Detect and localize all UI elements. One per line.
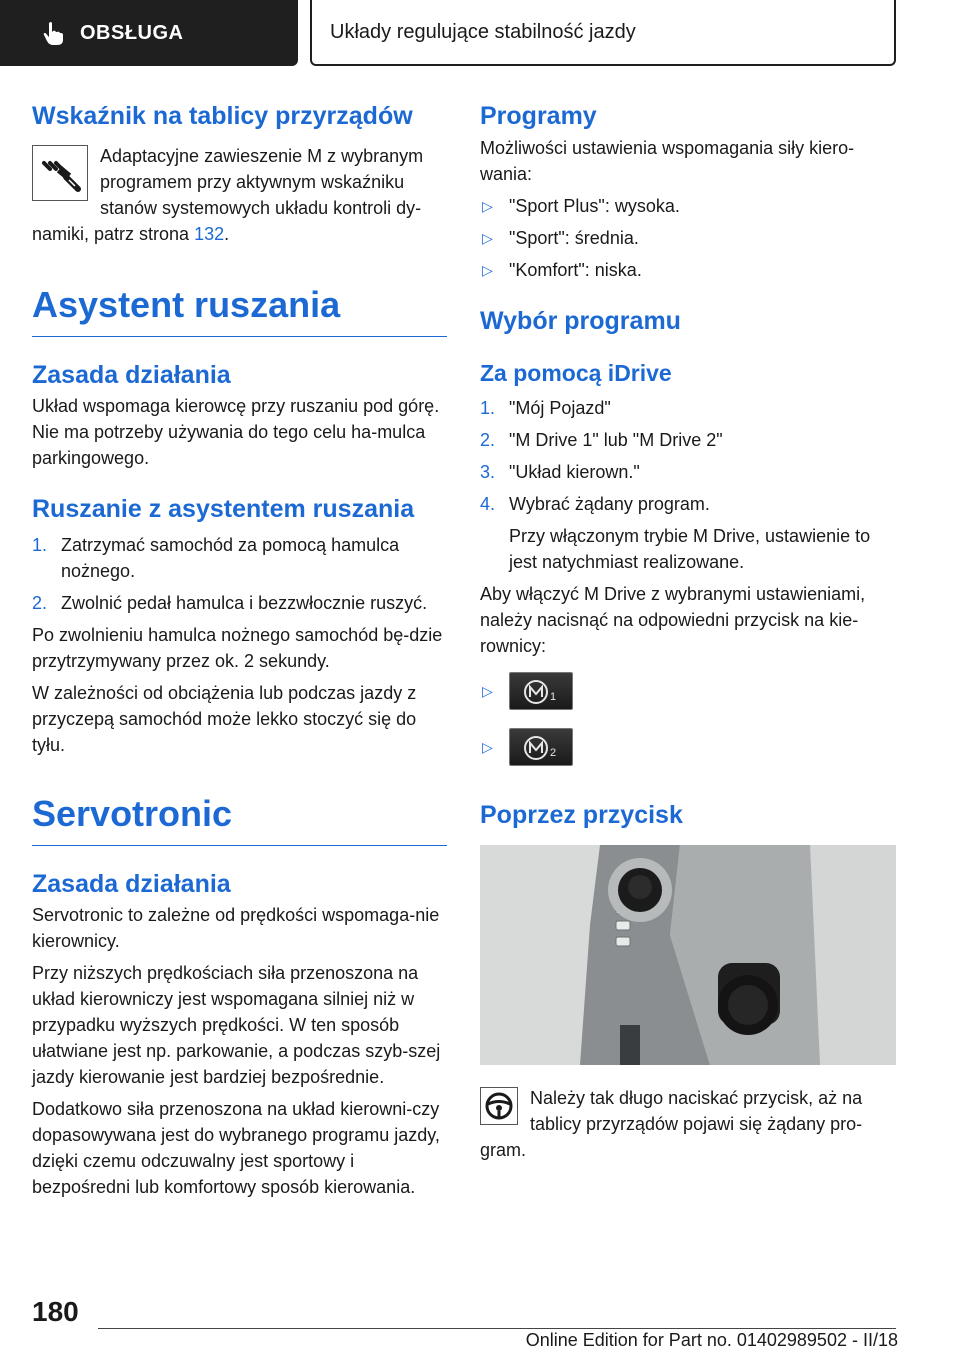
list-item: ▷ "Sport Plus": wysoka. [480, 193, 896, 219]
page-number: 180 [32, 1296, 79, 1327]
triangle-bullet-icon: ▷ [482, 682, 493, 699]
idrive-heading: Za pomocą iDrive [480, 360, 672, 386]
list-item: 4. Wybrać żądany program. Przy włączonym trybie M Drive, ustawienie to jest natychmiast realizowane. [480, 493, 871, 572]
center-console-photo [480, 845, 896, 1065]
list-item: 2. "M Drive 1" lub "M Drive 2" [480, 429, 723, 450]
indicator-heading: Wskaźnik na tablicy przyrządów [32, 102, 413, 130]
triangle-bullet-icon: ▷ [482, 738, 493, 755]
right-column [480, 100, 896, 1163]
zasada1-heading: Zasada działania [32, 360, 231, 389]
servo-p2: Przy niższych prędkościach siła przenoszona na układ kierowniczy jest wspomagana silniej niż w przypadku wyższych prędkości. W ten sposób ułatwiane jest np. parkowanie, a podczas szyb-szej jazdy kierowanie jest bardziej bezpośrednie. [32, 963, 441, 1088]
ruszanie-heading: Ruszanie z asystentem ruszania [32, 495, 415, 524]
m-buttons-list [480, 667, 896, 771]
servo-p3: Dodatkowo siła przenoszona na układ kierowni-czy dopasowywana jest do wybranego programu jazdy, dzięki czemu odczuwalny jest sportowy i bezpośredni lub komfortowy sposób kierowania. [32, 1099, 440, 1198]
servo-p1: Servotronic to zależne od prędkości wspomaga-nie kierownicy. [32, 905, 440, 952]
zasada2-heading: Zasada działania [32, 869, 231, 898]
programy-heading: Programy [480, 102, 597, 130]
steering-wheel-icon [480, 1087, 518, 1125]
section-tab [0, 0, 298, 66]
chapter-tab [310, 0, 896, 66]
list-item: 1. "Mój Pojazd" [480, 397, 611, 418]
left-column [32, 100, 447, 1200]
przycisk-text: Należy tak długo naciskać przycisk, aż na tablicy przyrządów pojawi się żądany pro-gram. [480, 1088, 863, 1161]
programy-list [480, 193, 896, 283]
svg-text:1: 1 [550, 690, 557, 703]
chapter-title: Układy regulujące stabilność jazdy [330, 20, 636, 43]
suspension-adjust-icon [32, 145, 88, 201]
list-item [480, 667, 896, 715]
indicator-paragraph [32, 143, 447, 247]
svg-text:2: 2 [550, 746, 557, 759]
list-item: ▷ "Komfort": niska. [480, 257, 896, 283]
list-item: ▷ "Sport": średnia. [480, 225, 896, 251]
przycisk-paragraph [480, 1085, 896, 1163]
mdrive-text: Aby włączyć M Drive z wybranymi ustawieniami, należy nacisnąć na odpowiedni przycisk na kie-rownicy: [480, 583, 866, 656]
triangle-bullet-icon: ▷ [482, 197, 493, 214]
asystent-heading: Asystent ruszania [32, 283, 447, 337]
edition-text: Online Edition for Part no. 01402989502 - II/18 [525, 1330, 898, 1350]
idrive-steps [480, 395, 896, 575]
page-link[interactable]: 132 [194, 223, 225, 244]
ruszanie-p2: W zależności od obciążenia lub podczas jazdy z przyczepą samochód może lekko stoczyć się do tyłu. [32, 682, 417, 755]
triangle-bullet-icon: ▷ [482, 229, 493, 246]
triangle-bullet-icon: ▷ [482, 261, 493, 278]
page-header [0, 0, 960, 66]
servotronic-heading: Servotronic [32, 792, 447, 846]
indicator-text: Adaptacyjne zawieszenie M z wybranym programem przy aktywnym wskaźniku stanów systemowych układu kontroli dy-namiki, patrz strona 132. [32, 145, 424, 244]
ruszanie-steps [32, 532, 447, 616]
hand-pointer-icon [40, 20, 66, 46]
list-item: 1. Zatrzymać samochód za pomocą hamulca nożnego. [32, 534, 400, 581]
wybor-heading: Wybór programu [480, 306, 681, 335]
programy-intro: Możliwości ustawienia wspomagania siły kiero-wania: [480, 137, 855, 184]
list-item [480, 723, 896, 771]
m-drive-1-button-icon [509, 672, 573, 710]
ruszanie-p1: Po zwolnieniu hamulca nożnego samochód bę-dzie przytrzymywany przez ok. 2 sekundy. [32, 624, 443, 671]
footer-divider [98, 1328, 896, 1329]
list-item: 3. "Układ kierown." [480, 461, 640, 482]
section-title: OBSŁUGA [80, 21, 184, 44]
m-drive-2-button-icon [509, 728, 573, 766]
przycisk-heading: Poprzez przycisk [480, 800, 683, 829]
zasada1-text: Układ wspomaga kierowcę przy ruszaniu pod górę. Nie ma potrzeby używania do tego celu ha-mulca parkingowego. [32, 396, 440, 469]
list-item: 2. Zwolnić pedał hamulca i bezzwłocznie ruszyć. [32, 592, 428, 613]
